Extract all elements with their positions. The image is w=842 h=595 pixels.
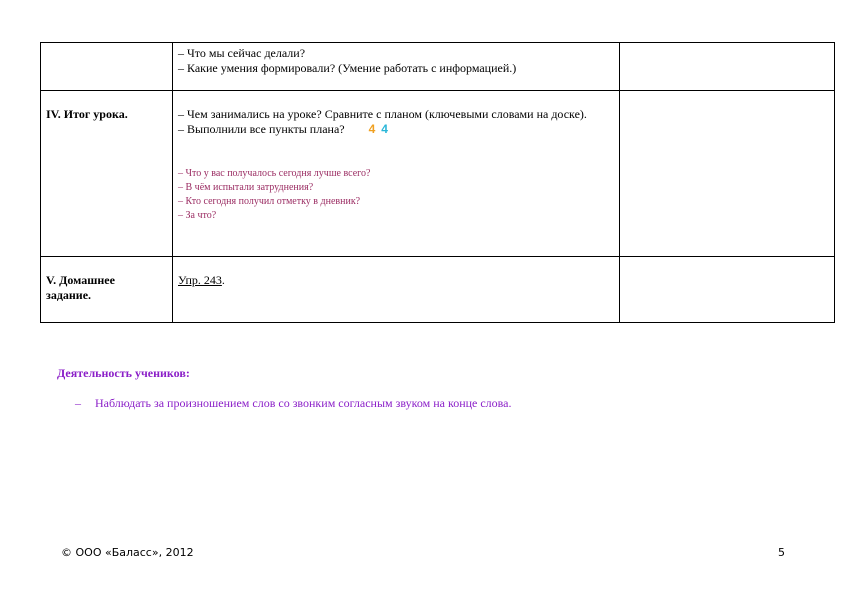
activity-title: Деятельность учеников: xyxy=(57,366,190,380)
reflection-line: – За что? xyxy=(178,210,217,221)
stage-title: IV. Итог урока. xyxy=(41,91,173,257)
question-line: – Какие умения формировали? (Умение работать с информацией.) xyxy=(178,61,517,75)
mark-orange: 4 xyxy=(368,122,376,136)
stage-title: V. Домашнее задание. xyxy=(41,257,173,323)
table-row xyxy=(41,43,835,91)
marks-group xyxy=(369,122,388,136)
homework-tail: . xyxy=(221,273,225,287)
footer-copyright: © ООО «Баласс», 2012 xyxy=(61,546,194,559)
content-cell xyxy=(173,43,620,91)
question-text: – Выполнили все пункты плана? xyxy=(178,122,345,136)
question-line: – Чем занимались на уроке? Сравните с планом (ключевыми словами на доске). xyxy=(178,107,587,121)
bullet-dash: – xyxy=(75,396,81,410)
notes-cell xyxy=(620,257,835,323)
question-line: – Что мы сейчас делали? xyxy=(178,46,306,60)
homework-link[interactable]: Упр. 243 xyxy=(178,273,222,287)
lesson-plan-table xyxy=(40,42,835,323)
notes-cell xyxy=(620,91,835,257)
table-row xyxy=(41,257,835,323)
reflection-line: – Что у вас получалось сегодня лучше всего? xyxy=(178,168,371,179)
page-number: 5 xyxy=(778,546,785,559)
table-row xyxy=(41,91,835,257)
notes-cell xyxy=(620,43,835,91)
content-cell xyxy=(173,91,620,257)
reflection-line: – Кто сегодня получил отметку в дневник? xyxy=(178,196,361,207)
stage-cell xyxy=(41,43,173,91)
mark-blue: 4 xyxy=(381,122,388,136)
list-item xyxy=(75,396,512,411)
reflection-questions xyxy=(178,167,614,223)
activity-list xyxy=(75,396,512,411)
question-line xyxy=(178,122,614,137)
reflection-line: – В чём испытали затруднения? xyxy=(178,182,314,193)
activity-text: Наблюдать за произношением слов со звонким согласным звуком на конце слова. xyxy=(95,396,512,410)
content-cell xyxy=(173,257,620,323)
